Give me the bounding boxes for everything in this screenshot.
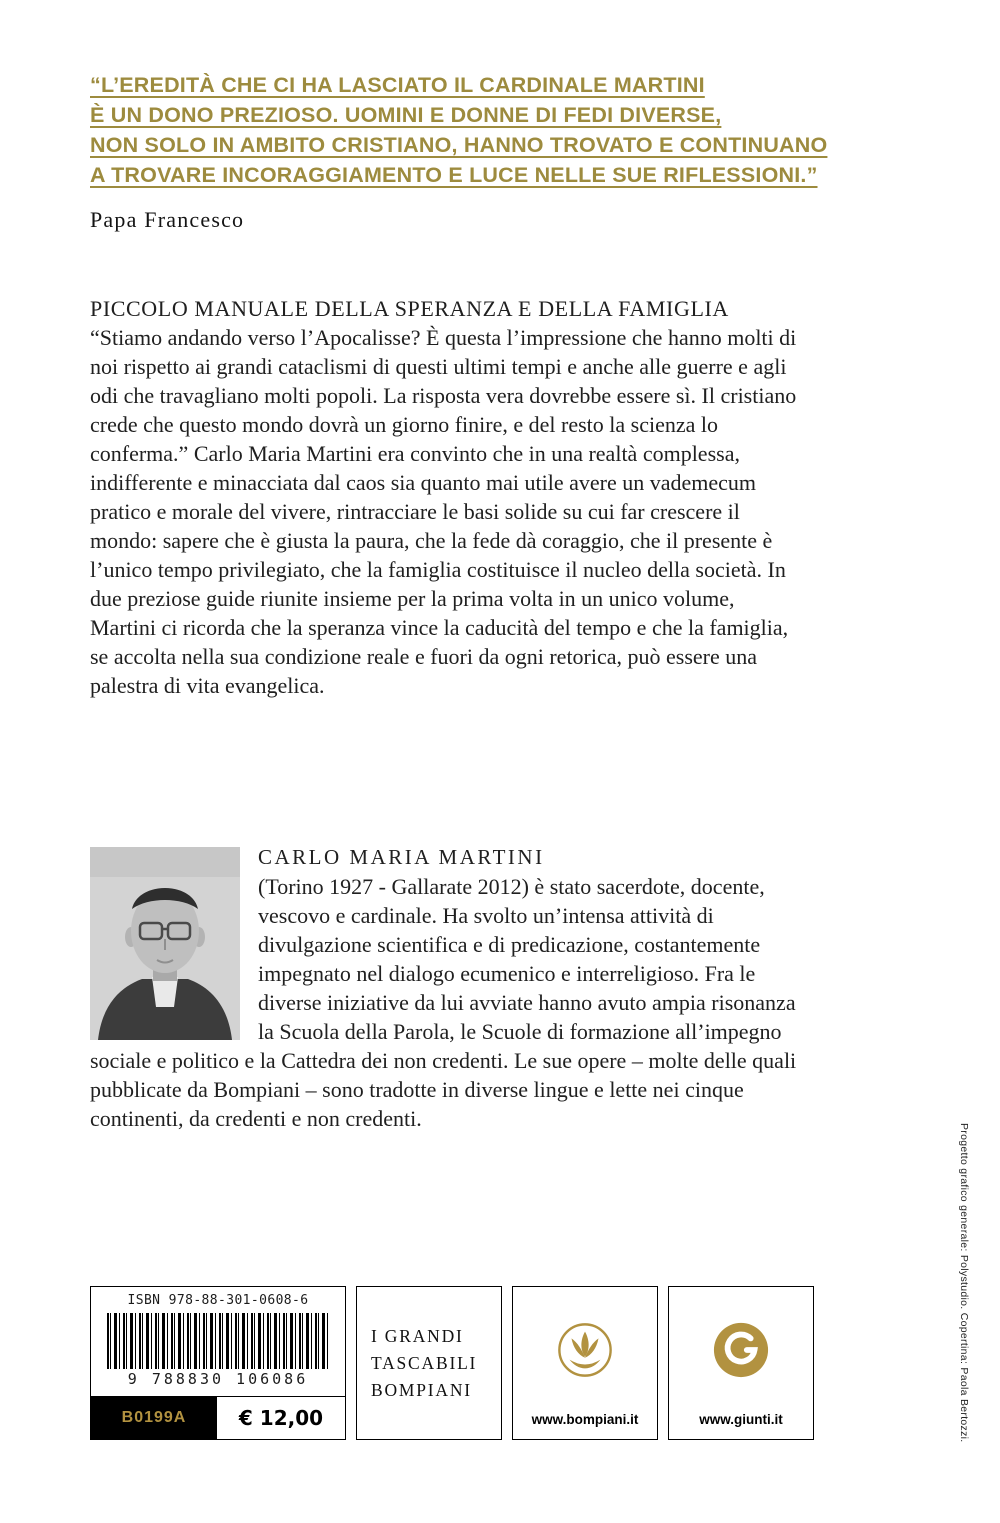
quote-attribution: Papa Francesco (90, 207, 245, 232)
author-name: CARLO MARIA MARTINI (258, 845, 545, 869)
isbn-label: ISBN 978-88-301-0608-6 (127, 1293, 309, 1308)
product-code: B0199A (91, 1397, 217, 1439)
bompiani-flower-icon (556, 1321, 614, 1379)
series-line: BOMPIANI (371, 1379, 472, 1400)
giunti-box (668, 1286, 814, 1440)
giunti-logo-wrap (712, 1287, 770, 1412)
barcode (107, 1313, 329, 1369)
giunti-url: www.giunti.it (699, 1412, 783, 1427)
bompiani-url: www.bompiani.it (531, 1412, 639, 1427)
design-credits: Progetto grafico generale: Polystudio. Copertina: Paola Bertozzi. (958, 1123, 970, 1443)
book-title: PICCOLO MANUALE DELLA SPERANZA E DELLA FAMIGLIA (90, 296, 729, 321)
bompiani-box (512, 1286, 658, 1440)
price-row (91, 1396, 345, 1439)
quote-line: “L’EREDITÀ CHE CI HA LASCIATO IL CARDINALE MARTINI (90, 73, 705, 97)
quote-line: NON SOLO IN AMBITO CRISTIANO, HANNO TROVATO E CONTINUANO (90, 133, 828, 157)
author-bio-text: (Torino 1927 - Gallarate 2012) è stato sacerdote, docente, vescovo e cardinale. Ha svolto un’intensa attività di divulgazione scientifica e di predicazione, costantemente impegnato nel dialogo ecumenico e interreligioso. Fra le diverse iniziative da lui avviate hanno avuto ampia risonanza la Scuola della Parola, le Scuole di formazione all’impegno sociale e politico e la Cattedra dei non credenti. Le sue opere – molte delle quali pubblicate da Bompiani – sono tradotte in diverse lingue e lette nei cinque continenti, da credenti e non credenti. (90, 874, 797, 1131)
author-bio-section (90, 842, 806, 1133)
series-line: TASCABILI (371, 1352, 478, 1373)
price: € 12,00 (238, 1406, 324, 1430)
series-line: I GRANDI (371, 1325, 464, 1346)
giunti-spiral-icon (712, 1321, 770, 1379)
series-box (356, 1286, 502, 1440)
barcode-price-box (90, 1286, 346, 1440)
papal-quote-block (90, 70, 900, 234)
bompiani-logo-wrap (556, 1287, 614, 1412)
author-photo (90, 847, 240, 1040)
synopsis-section (90, 294, 802, 700)
footer-row (90, 1286, 814, 1440)
quote-line: A TROVARE INCORAGGIAMENTO E LUCE NELLE SUE RIFLESSIONI.” (90, 163, 818, 187)
ean-number: 9 788830 106086 (127, 1370, 309, 1388)
quote-line: È UN DONO PREZIOSO. UOMINI E DONNE DI FEDI DIVERSE, (90, 103, 722, 127)
synopsis-text: “Stiamo andando verso l’Apocalisse? È questa l’impressione che hanno molti di noi rispetto ai grandi cataclismi di questi ultimi tempi e anche alle guerre e agli odi che travagliano molti popoli. La risposta vera dovrebbe essere sì. Il cristiano crede che questo mondo dovrà un giorno finire, e del resto la scienza lo conferma.” Carlo Maria Martini era convinto che in una realtà complessa, indifferente e minacciata dal caos sia quanto mai utile avere un vademecum pratico e morale del vivere, rintracciare le basi solide su cui far crescere il mondo: sapere che è giusta la paura, che la fede dà coraggio, che il presente è l’unico tempo privilegiato, che la famiglia costituisce il nucleo della società. In due preziose guide riunite insieme per la prima volta in un unico volume, Martini ci ricorda che la speranza vince la caducità del tempo e che la famiglia, se accolta nella sua condizione reale e fuori da ogni retorica, può essere una palestra di vita evangelica. (90, 325, 797, 698)
